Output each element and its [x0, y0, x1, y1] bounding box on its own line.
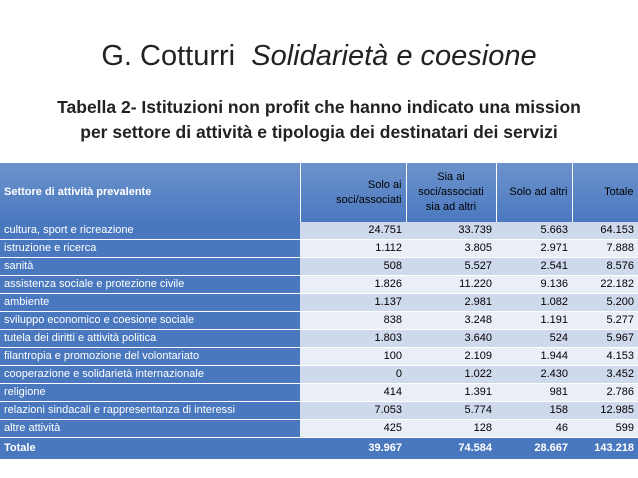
row-label: tutela dei diritti e attività politica [0, 330, 300, 348]
table-cell: 1.803 [300, 330, 406, 348]
table-cell: 11.220 [406, 276, 496, 294]
table-row [0, 402, 638, 420]
table-cell: 5.663 [496, 222, 572, 240]
total-cell: 74.584 [406, 438, 496, 460]
caption-line-2: per settore di attività e tipologia dei destinatari dei servizi [80, 122, 558, 142]
table-cell: 524 [496, 330, 572, 348]
table-cell: 158 [496, 402, 572, 420]
row-label: assistenza sociale e protezione civile [0, 276, 300, 294]
table-cell: 1.022 [406, 366, 496, 384]
table-cell: 22.182 [572, 276, 638, 294]
table-cell: 1.826 [300, 276, 406, 294]
table-cell: 3.248 [406, 312, 496, 330]
table-cell: 2.786 [572, 384, 638, 402]
table-row [0, 258, 638, 276]
table-cell: 2.109 [406, 348, 496, 366]
total-cell: 143.218 [572, 438, 638, 460]
table-cell: 33.739 [406, 222, 496, 240]
table-cell: 7.053 [300, 402, 406, 420]
title-author: G. Cotturri [101, 40, 236, 72]
table-caption [20, 95, 618, 145]
row-label: istruzione e ricerca [0, 240, 300, 258]
table-cell: 3.805 [406, 240, 496, 258]
row-label: sanità [0, 258, 300, 276]
header-sia-soci-sia-altri: Sia ai soci/associati sia ad altri [406, 163, 496, 222]
table-cell: 414 [300, 384, 406, 402]
table-cell: 838 [300, 312, 406, 330]
table-cell: 508 [300, 258, 406, 276]
table-cell: 599 [572, 420, 638, 438]
table-cell: 4.153 [572, 348, 638, 366]
table-cell: 1.082 [496, 294, 572, 312]
total-cell: 28.667 [496, 438, 572, 460]
table-cell: 3.640 [406, 330, 496, 348]
table-cell: 5.774 [406, 402, 496, 420]
table-row [0, 348, 638, 366]
table-row [0, 384, 638, 402]
table-cell: 5.277 [572, 312, 638, 330]
caption-line-1: Tabella 2- Istituzioni non profit che hanno indicato una mission [57, 97, 581, 117]
header-row [0, 163, 638, 222]
row-label: ambiente [0, 294, 300, 312]
table-cell: 2.430 [496, 366, 572, 384]
table-cell: 1.191 [496, 312, 572, 330]
table-row [0, 420, 638, 438]
title-topic: Solidarietà e coesione [251, 40, 537, 72]
row-label: cultura, sport e ricreazione [0, 222, 300, 240]
header-sector: Settore di attività prevalente [0, 163, 300, 222]
table-cell: 100 [300, 348, 406, 366]
table-cell: 9.136 [496, 276, 572, 294]
table-cell: 8.576 [572, 258, 638, 276]
table-cell: 1.112 [300, 240, 406, 258]
data-table [0, 163, 638, 459]
table-row [0, 330, 638, 348]
table-cell: 46 [496, 420, 572, 438]
row-label: sviluppo economico e coesione sociale [0, 312, 300, 330]
total-row [0, 438, 638, 460]
table-row [0, 294, 638, 312]
table-cell: 5.527 [406, 258, 496, 276]
table-cell: 425 [300, 420, 406, 438]
table-row [0, 312, 638, 330]
table-cell: 128 [406, 420, 496, 438]
table-cell: 2.541 [496, 258, 572, 276]
table-cell: 1.391 [406, 384, 496, 402]
table-cell: 64.153 [572, 222, 638, 240]
table-cell: 5.200 [572, 294, 638, 312]
table-row [0, 240, 638, 258]
row-label: relazioni sindacali e rappresentanza di interessi [0, 402, 300, 420]
table-cell: 12.985 [572, 402, 638, 420]
table-row [0, 366, 638, 384]
table-cell: 5.967 [572, 330, 638, 348]
table-row [0, 276, 638, 294]
total-cell: 39.967 [300, 438, 406, 460]
table-cell: 2.981 [406, 294, 496, 312]
table-cell: 981 [496, 384, 572, 402]
row-label: religione [0, 384, 300, 402]
table-row [0, 222, 638, 240]
header-solo-soci: Solo ai soci/associati [300, 163, 406, 222]
row-label: altre attività [0, 420, 300, 438]
table-cell: 1.944 [496, 348, 572, 366]
table-cell: 3.452 [572, 366, 638, 384]
slide-title [0, 38, 638, 74]
table-cell: 2.971 [496, 240, 572, 258]
table-cell: 0 [300, 366, 406, 384]
total-label: Totale [0, 438, 300, 460]
table-cell: 1.137 [300, 294, 406, 312]
header-totale: Totale [572, 163, 638, 222]
table-cell: 7.888 [572, 240, 638, 258]
table-cell: 24.751 [300, 222, 406, 240]
row-label: filantropia e promozione del volontariato [0, 348, 300, 366]
header-solo-altri: Solo ad altri [496, 163, 572, 222]
row-label: cooperazione e solidarietà internazionale [0, 366, 300, 384]
